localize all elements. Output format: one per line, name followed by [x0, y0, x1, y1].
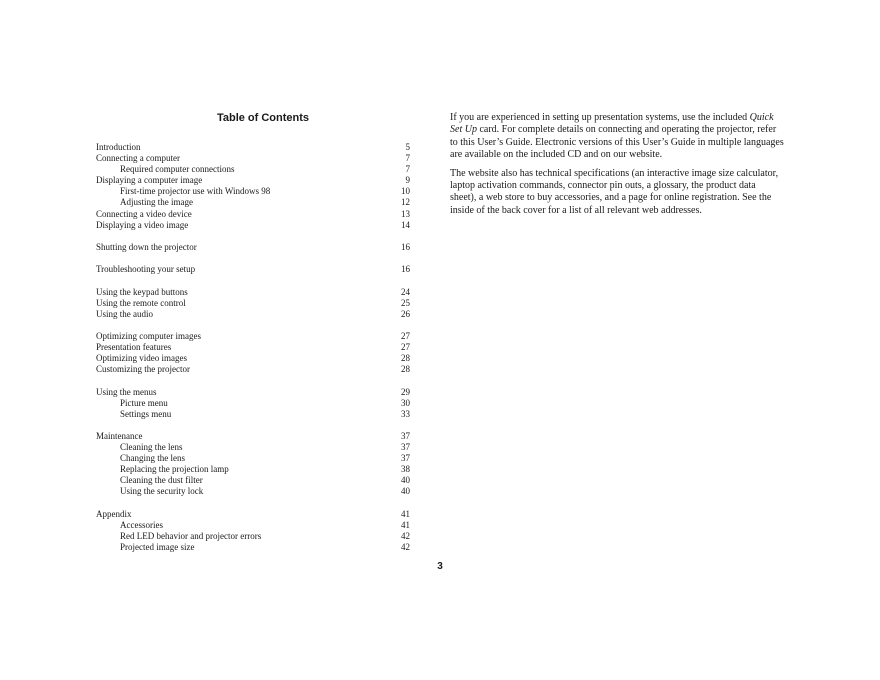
toc-entry-label: Maintenance [96, 431, 143, 441]
toc-entry-label: Displaying a video image [96, 219, 189, 230]
toc-entry-label: First-time projector use with Windows 98 [120, 186, 271, 197]
toc-entry-page: 28 [401, 353, 410, 364]
toc-entry [96, 398, 410, 409]
toc-entry [96, 287, 410, 298]
toc-entry [96, 464, 410, 475]
toc-entry-label: Customizing the projector [96, 364, 190, 375]
intro-paragraph-1 [450, 112, 784, 162]
toc-entry [96, 387, 410, 398]
toc-entry-label: Shutting down the projector [96, 241, 197, 252]
quick-set-up-card-name: Quick Set Up [450, 112, 774, 136]
toc-entry-page: 16 [401, 241, 410, 252]
toc-entry-page: 41 [401, 519, 410, 530]
toc-entry [96, 342, 410, 353]
toc-entry [96, 142, 410, 153]
toc-entry [96, 331, 410, 342]
toc-entry-page: 13 [401, 208, 410, 219]
intro-paragraph-2: The website also has technical specifications (an interactive image size calculator, laptop activation commands, connector pin outs, a glossary, the product data sheet), a web store to buy accessories, and a page for online registration. See the inside of the back cover for a list of all relevant web addresses. [450, 167, 779, 216]
toc-entry [96, 520, 410, 531]
toc-entry-label: Using the security lock [120, 486, 204, 497]
toc-entry-page: 16 [401, 264, 410, 275]
toc-entry-page: 27 [401, 330, 410, 341]
toc-entry-page: 42 [401, 542, 410, 553]
toc-entry-label: Projected image size [120, 542, 195, 553]
toc-entry [96, 442, 410, 453]
toc-entry-page: 42 [401, 530, 410, 541]
toc-entry [96, 298, 410, 309]
toc-entry [96, 264, 410, 275]
toc-entry-label: Introduction [96, 142, 141, 152]
toc-entry-page: 29 [401, 386, 410, 397]
toc-entry [96, 509, 410, 520]
toc-entry [96, 364, 410, 375]
toc-entry-label: Cleaning the dust filter [120, 475, 203, 486]
page-number: 3 [437, 561, 443, 572]
toc-entry-page: 26 [401, 308, 410, 319]
toc-entry-label: Cleaning the lens [120, 442, 183, 453]
toc-entry-page: 30 [401, 397, 410, 408]
toc-entry-page: 33 [401, 408, 410, 419]
toc-entry-page: 12 [401, 197, 410, 208]
toc-entry-page: 25 [401, 297, 410, 308]
toc-entry-label: Troubleshooting your setup [96, 264, 196, 275]
intro-paragraph-1-end: card. For complete details on connecting and operating the projector, refer to this User’s Guide. Electronic versions of this User’s Guide in multiple languages are available on the included CD and on our website. [450, 124, 784, 161]
toc-entry-label: Displaying a computer image [96, 175, 203, 186]
toc-entry [96, 242, 410, 253]
toc-entry-label: Using the menus [96, 386, 157, 397]
toc-entry [96, 453, 410, 464]
toc-entry-page: 38 [401, 464, 410, 475]
toc-entry-label: Connecting a computer [96, 153, 180, 164]
toc-entry-page: 5 [405, 142, 410, 152]
table-of-contents [96, 142, 410, 553]
toc-entry-label: Connecting a video device [96, 208, 192, 219]
toc-entry-label: Optimizing computer images [96, 330, 201, 341]
toc-entry-label: Red LED behavior and projector errors [120, 530, 262, 541]
toc-entry-label: Changing the lens [120, 453, 185, 464]
toc-entry [96, 353, 410, 364]
toc-entry-label: Presentation features [96, 342, 172, 353]
toc-entry [96, 309, 410, 320]
toc-entry [96, 197, 410, 208]
toc-entry-label: Replacing the projection lamp [120, 464, 229, 475]
toc-entry-page: 7 [405, 153, 410, 164]
intro-paragraph-1-start: If you are experienced in setting up presentation systems, use the included [450, 112, 750, 123]
toc-entry-page: 14 [401, 219, 410, 230]
toc-entry-label: Optimizing video images [96, 353, 187, 364]
toc-entry [96, 186, 410, 197]
toc-entry-page: 28 [401, 364, 410, 375]
toc-entry-page: 40 [401, 486, 410, 497]
toc-entry-page: 27 [401, 342, 410, 353]
toc-entry-page: 10 [401, 186, 410, 197]
toc-entry-label: Picture menu [120, 397, 168, 408]
toc-entry-label: Required computer connections [120, 164, 235, 175]
toc-entry-label: Accessories [120, 519, 163, 530]
toc-entry-label: Using the keypad buttons [96, 286, 188, 297]
toc-entry-label: Using the remote control [96, 297, 186, 308]
toc-entry-label: Adjusting the image [120, 197, 193, 208]
toc-entry-page: 40 [401, 475, 410, 486]
toc-title: Table of Contents [216, 112, 310, 124]
toc-entry-label: Appendix [96, 508, 132, 519]
intro-text [450, 112, 784, 223]
toc-entry [96, 531, 410, 542]
toc-entry [96, 209, 410, 220]
toc-entry-page: 41 [401, 508, 410, 519]
toc-entry [96, 175, 410, 186]
toc-entry-page: 37 [401, 453, 410, 464]
toc-entry-page: 7 [405, 164, 410, 175]
toc-entry [96, 486, 410, 497]
toc-entry [96, 153, 410, 164]
toc-entry [96, 542, 410, 553]
toc-entry-page: 9 [405, 175, 410, 186]
toc-entry [96, 475, 410, 486]
toc-entry-label: Using the audio [96, 308, 153, 319]
toc-entry-page: 24 [401, 286, 410, 297]
toc-entry-page: 37 [401, 431, 410, 441]
toc-entry-label: Settings menu [120, 408, 172, 419]
toc-entry [96, 220, 410, 231]
toc-entry [96, 431, 410, 442]
toc-entry-page: 37 [401, 442, 410, 453]
toc-entry [96, 409, 410, 420]
toc-entry [96, 164, 410, 175]
